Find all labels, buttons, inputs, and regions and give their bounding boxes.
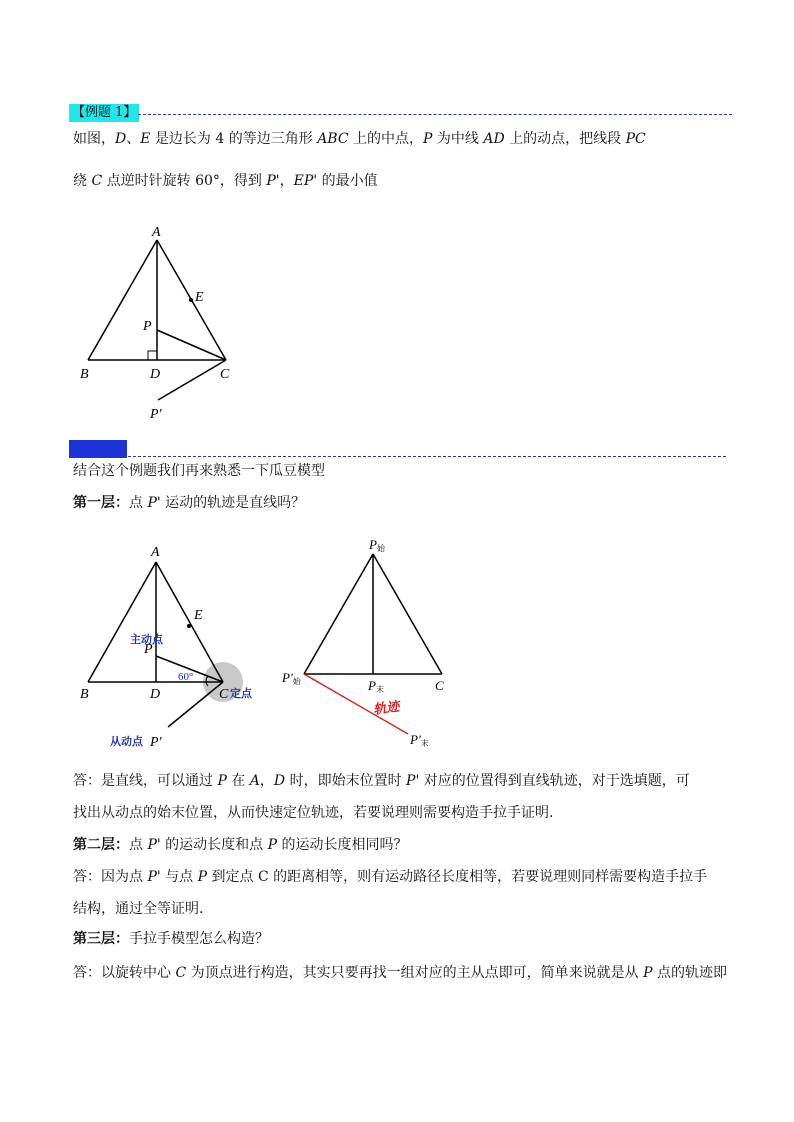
problem-line-2: 绕 C 点逆时针旋转 60°，得到 P'，EP' 的最小值 xyxy=(73,173,378,189)
fixed-point-label: 定点 xyxy=(230,688,252,700)
example-tag: 【例题 1】 xyxy=(69,104,139,122)
figure-3-trajectory xyxy=(280,532,480,752)
label-E: E xyxy=(194,608,203,623)
level-1-question: 第一层：点 P' 运动的轨迹是直线吗？ xyxy=(73,495,306,511)
angle-60-label: 60° xyxy=(178,671,194,683)
dashed-divider xyxy=(138,114,732,115)
trajectory-label: 轨迹 xyxy=(372,698,401,717)
label-D: D xyxy=(150,687,161,702)
intro-text: 结合这个例题我们再来熟悉一下瓜豆模型 xyxy=(73,463,325,479)
label-C: C xyxy=(220,367,230,382)
analysis-tag: 【分析】 xyxy=(69,440,127,458)
answer-2-line-1: 答：因为点 P' 与点 P 到定点 C 的距离相等，则有运动路径长度相等，若要说理则同样需要构造手拉手 xyxy=(73,869,708,885)
label-B: B xyxy=(80,367,89,382)
problem-line-1: 如图，D、E 是边长为 4 的等边三角形 ABC 上的中点，P 为中线 AD 上的动点，把线段 PC xyxy=(73,131,646,147)
answer-1-line-2: 找出从动点的始末位置，从而快速定位轨迹，若要说理则需要构造手拉手证明. xyxy=(73,805,554,821)
level-3-question: 第三层：手拉手模型怎么构造？ xyxy=(73,931,269,947)
label-E: E xyxy=(195,290,204,305)
dashed-divider xyxy=(128,456,726,457)
figure-2-triangle xyxy=(70,540,280,755)
label-P-end: P末 xyxy=(368,678,384,694)
answer-1-line-1: 答：是直线，可以通过 P 在 A，D 时，即始末位置时 P' 对应的位置得到直线轨迹，对于选填题，可 xyxy=(73,773,690,789)
label-P-prime: P' xyxy=(150,735,162,750)
label-P-prime: P' xyxy=(150,407,162,422)
label-A: A xyxy=(151,545,160,560)
label-B: B xyxy=(80,687,89,702)
label-P-start: P始 xyxy=(369,537,385,553)
level-2-question: 第二层：点 P' 的运动长度和点 P 的运动长度相同吗？ xyxy=(73,837,408,853)
answer-2-line-2: 结构，通过全等证明. xyxy=(73,901,204,917)
answer-3-line-1: 答：以旋转中心 C 为顶点进行构造，其实只要再找一组对应的主从点即可，简单来说就是从 P 点的轨迹即 xyxy=(73,965,727,981)
follower-point-label: 从动点 xyxy=(110,736,143,748)
figure-1-triangle xyxy=(70,220,250,430)
label-P: P xyxy=(144,642,153,657)
main-point-label: 主动点 xyxy=(130,634,163,646)
label-P-prime-end: P'末 xyxy=(410,732,429,748)
label-P: P xyxy=(143,319,152,334)
label-A: A xyxy=(152,225,161,240)
label-P-prime-start: P'始 xyxy=(282,670,301,686)
label-C: C xyxy=(435,678,444,693)
label-C: C xyxy=(219,687,229,702)
label-D: D xyxy=(150,367,161,382)
